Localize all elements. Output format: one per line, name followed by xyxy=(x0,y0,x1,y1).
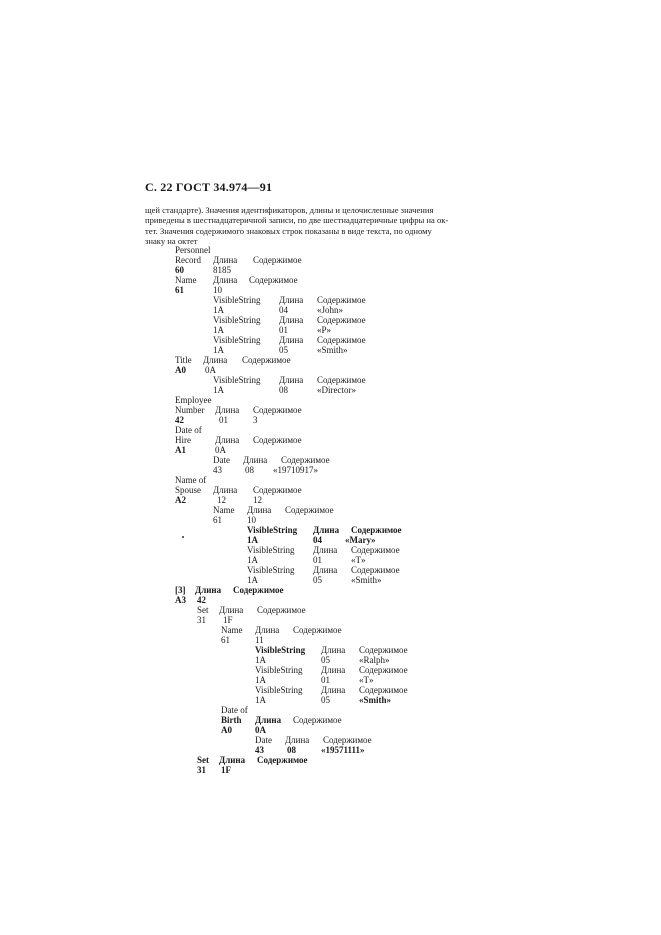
label-visiblestring: VisibleString xyxy=(255,645,306,655)
label-contents: Содержимое xyxy=(317,335,366,345)
label-contents: Содержимое xyxy=(323,735,372,745)
label-visiblestring: VisibleString xyxy=(255,685,303,695)
value-identifier: 61 xyxy=(221,635,230,645)
label-contents: Содержимое xyxy=(317,375,366,385)
value-length: 01 xyxy=(219,415,228,425)
label-length: Длина xyxy=(313,525,340,535)
value-length: 0A xyxy=(215,445,226,455)
label-length: Длина xyxy=(321,645,346,655)
label-tag: [3] xyxy=(175,585,186,595)
label-length: Длина xyxy=(279,315,304,325)
value-length: 1F xyxy=(223,615,233,625)
value-identifier: A1 xyxy=(175,445,186,455)
label-visiblestring: VisibleString xyxy=(213,335,261,345)
label-contents: Содержимое xyxy=(359,645,408,655)
value-contents: «Ralph» xyxy=(359,655,390,665)
label-set: Set xyxy=(197,605,209,615)
label-length: Длина xyxy=(247,505,272,515)
label-date: Date xyxy=(255,735,272,745)
value-contents: «Smith» xyxy=(317,345,348,355)
label-length: Длина xyxy=(243,455,268,465)
value-identifier: A3 xyxy=(175,595,186,605)
value-length: 04 xyxy=(313,535,322,545)
label-name: Name xyxy=(175,275,197,285)
value-length: 0A xyxy=(255,725,266,735)
value-length: 1F xyxy=(221,765,231,775)
label-contents: Содержимое xyxy=(285,505,334,515)
label-visiblestring: VisibleString xyxy=(213,295,261,305)
value-contents: «Smith» xyxy=(351,575,382,585)
label-length: Длина xyxy=(213,275,238,285)
value-identifier: 61 xyxy=(175,285,184,295)
label-contents: Содержимое xyxy=(359,665,408,675)
label-length: Длина xyxy=(255,625,280,635)
value-identifier: 1A xyxy=(247,535,258,545)
label-contents: Содержимое xyxy=(253,255,302,265)
label-title: Title xyxy=(175,355,192,365)
label-length: Длина xyxy=(321,665,346,675)
label-contents: Содержимое xyxy=(242,355,291,365)
value-contents: «19710917» xyxy=(273,465,318,475)
value-contents: «Smith» xyxy=(359,695,392,705)
value-length: 08 xyxy=(245,465,254,475)
value-length: 01 xyxy=(279,325,288,335)
intro-line: тет. Значения содержимого знаковых строк показаны в виде текста, по одному xyxy=(145,225,432,236)
value-length: 08 xyxy=(287,745,296,755)
label-length: Длина xyxy=(255,715,282,725)
value-length: 05 xyxy=(321,655,330,665)
value-length: 12 xyxy=(217,495,226,505)
label-hire: Hire xyxy=(175,435,191,445)
label-visiblestring: VisibleString xyxy=(255,665,303,675)
label-contents: Содержимое xyxy=(317,295,366,305)
value-identifier: 1A xyxy=(247,575,258,585)
value-identifier: 60 xyxy=(175,265,184,275)
value-length-inner: 12 xyxy=(253,495,262,505)
label-spouse: Spouse xyxy=(175,485,202,495)
label-personnel: Personnel xyxy=(175,245,211,255)
value-contents: «Director» xyxy=(317,385,356,395)
value-identifier: 31 xyxy=(197,765,206,775)
page-header: С. 22 ГОСТ 34.974—91 xyxy=(145,180,273,194)
label-length: Длина xyxy=(313,565,338,575)
label-length: Длина xyxy=(215,405,240,415)
label-name: Name xyxy=(221,625,243,635)
intro-paragraph xyxy=(145,205,525,247)
intro-line: приведены в шестнадцатеричной записи, по две шестнадцатеричные цифры на ок- xyxy=(145,215,449,226)
value-length: 42 xyxy=(197,595,206,605)
label-number: Number xyxy=(175,405,205,415)
label-contents: Содержимое xyxy=(351,545,400,555)
intro-line: знаку на октет xyxy=(145,236,198,247)
label-birth: Birth xyxy=(221,715,242,725)
value-contents: «19571111» xyxy=(321,745,365,755)
label-length: Длина xyxy=(279,375,304,385)
value-length: 11 xyxy=(255,635,264,645)
value-length: 01 xyxy=(313,555,322,565)
value-length: 10 xyxy=(247,515,256,525)
label-length: Длина xyxy=(321,685,346,695)
label-employee: Employee xyxy=(175,395,212,405)
value-identifier: 42 xyxy=(175,415,184,425)
value-identifier: A0 xyxy=(221,725,232,735)
label-date-of: Date of xyxy=(175,425,202,435)
label-length: Длина xyxy=(203,355,228,365)
value-identifier: 31 xyxy=(197,615,206,625)
label-contents: Содержимое xyxy=(359,685,408,695)
value-identifier: 1A xyxy=(213,305,224,315)
value-identifier: 1A xyxy=(213,345,224,355)
label-length: Длина xyxy=(215,435,240,445)
label-name: Name xyxy=(213,505,235,515)
label-contents: Содержимое xyxy=(281,455,330,465)
value-identifier: 1A xyxy=(213,385,224,395)
label-visiblestring: VisibleString xyxy=(247,565,295,575)
value-identifier: 1A xyxy=(255,675,266,685)
label-date: Date xyxy=(213,455,230,465)
label-contents: Содержимое xyxy=(253,485,302,495)
label-length: Длина xyxy=(213,255,238,265)
value-length: 05 xyxy=(321,695,330,705)
label-length: Длина xyxy=(279,335,304,345)
intro-line: щей стандарте). Значения идентификаторов, длины и целочисленные значения xyxy=(145,205,434,215)
value-contents: «Mary» xyxy=(345,535,376,545)
label-contents: Содержимое xyxy=(293,715,342,725)
value-identifier: A0 xyxy=(175,365,186,375)
label-visiblestring: VisibleString xyxy=(247,525,298,535)
label-contents: Содержимое xyxy=(317,315,366,325)
value-length: 10 xyxy=(213,285,222,295)
value-length: 8185 xyxy=(213,265,231,275)
label-length: Длина xyxy=(219,755,246,765)
label-contents: Содержимое xyxy=(249,275,298,285)
value-identifier: 1A xyxy=(255,655,266,665)
value-contents: «T» xyxy=(351,555,366,565)
label-length: Длина xyxy=(279,295,304,305)
label-length: Длина xyxy=(219,605,244,615)
value-identifier: 1A xyxy=(255,695,266,705)
label-visiblestring: VisibleString xyxy=(213,375,261,385)
label-date-of: Date of xyxy=(221,705,248,715)
label-contents: Содержимое xyxy=(257,755,308,765)
value-identifier: 43 xyxy=(213,465,222,475)
label-contents: Содержимое xyxy=(351,565,400,575)
label-contents: Содержимое xyxy=(233,585,284,595)
value-identifier: 1A xyxy=(213,325,224,335)
value-length: 08 xyxy=(279,385,288,395)
value-contents: «John» xyxy=(317,305,344,315)
stray-dot xyxy=(182,536,184,538)
value-identifier: A2 xyxy=(175,495,186,505)
label-length: Длина xyxy=(285,735,310,745)
label-length: Длина xyxy=(213,485,238,495)
label-length: Длина xyxy=(195,585,222,595)
label-length: Длина xyxy=(313,545,338,555)
value-length: 05 xyxy=(279,345,288,355)
value-length: 04 xyxy=(279,305,288,315)
label-contents: Содержимое xyxy=(253,405,302,415)
value-identifier: 43 xyxy=(255,745,264,755)
label-visiblestring: VisibleString xyxy=(213,315,261,325)
value-identifier: 61 xyxy=(213,515,222,525)
value-contents: 3 xyxy=(253,415,258,425)
label-set: Set xyxy=(197,755,209,765)
value-contents: «T» xyxy=(359,675,374,685)
label-record: Record xyxy=(175,255,201,265)
value-length: 05 xyxy=(313,575,322,585)
value-contents: «P» xyxy=(317,325,332,335)
value-length: 0A xyxy=(205,365,216,375)
label-name-of: Name of xyxy=(175,475,207,485)
label-contents: Содержимое xyxy=(253,435,302,445)
value-identifier: 1A xyxy=(247,555,258,565)
label-contents: Содержимое xyxy=(293,625,342,635)
label-contents: Содержимое xyxy=(351,525,402,535)
label-visiblestring: VisibleString xyxy=(247,545,295,555)
label-contents: Содержимое xyxy=(257,605,306,615)
value-length: 01 xyxy=(321,675,330,685)
